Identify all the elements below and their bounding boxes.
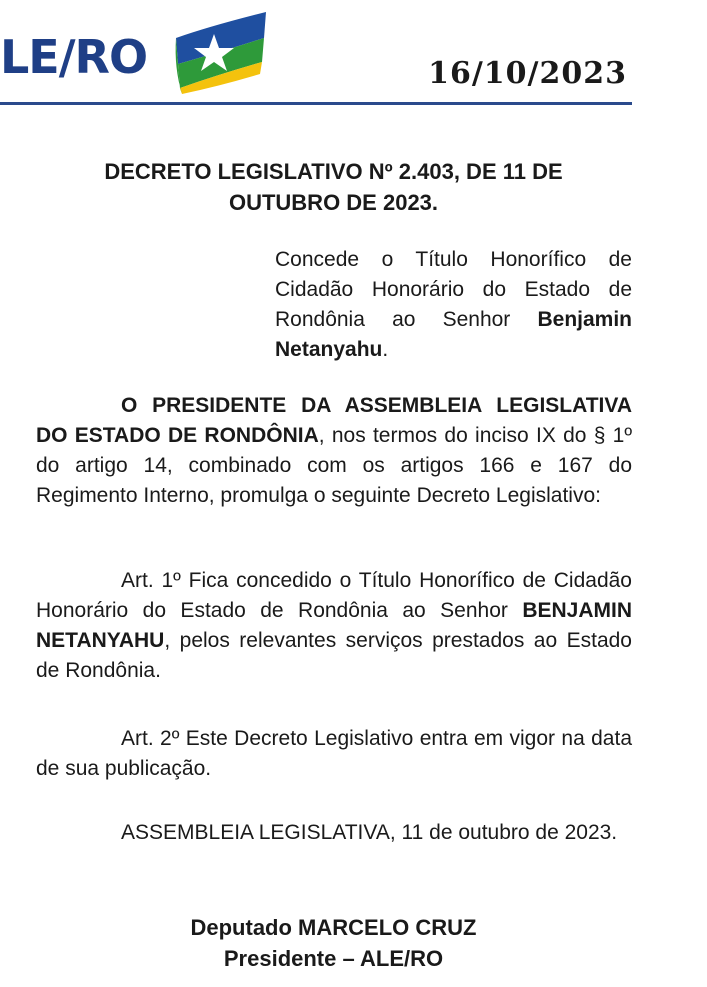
rondonia-flag-logo-icon: [170, 8, 270, 94]
article-1: [36, 566, 632, 686]
ementa: [275, 245, 632, 365]
preamble-text: , nos termos do inciso IX do § 1º do artigo 14, combinado com os artigos 166 e 167 do Regimento Interno, promulga o seguinte Decreto Legislativo:: [36, 424, 632, 507]
title-line-1: DECRETO LEGISLATIVO Nº 2.403, DE 11 DE: [104, 159, 563, 184]
closing-text: ASSEMBLEIA LEGISLATIVA, 11 de outubro de 2023.: [121, 821, 618, 844]
signature-block: [35, 912, 632, 974]
article-1-honoree-name: BENJAMIN NETANYAHU: [36, 599, 632, 652]
article-2-text: Art. 2º Este Decreto Legislativo entra em vigor na data de sua publicação.: [36, 727, 632, 780]
ementa-text: Concede o Título Honorífico de Cidadão Honorário do Estado de Rondônia ao Senhor: [275, 248, 632, 331]
closing-place-date: [36, 818, 632, 848]
preamble-paragraph: [36, 391, 632, 511]
ementa-honoree-name: Benjamin Netanyahu: [275, 308, 632, 361]
signature-role: Presidente – ALE/RO: [223, 946, 444, 971]
article-2: [36, 724, 632, 784]
article-1-text: Art. 1º Fica concedido o Título Honorífico de Cidadão Honorário do Estado de Rondônia ao Senhor: [36, 569, 632, 622]
letterhead: [0, 0, 707, 110]
signature-name: Deputado MARCELO CRUZ: [190, 915, 477, 940]
ementa-end: .: [382, 338, 389, 361]
header-divider: [0, 102, 632, 105]
document-title: [35, 156, 632, 218]
preamble-authority: O PRESIDENTE DA ASSEMBLEIA LEGISLATIVA DO ESTADO DE RONDÔNIA: [36, 394, 632, 447]
title-line-2: OUTUBRO DE 2023.: [228, 190, 439, 215]
article-1-end: , pelos relevantes serviços prestados ao Estado de Rondônia.: [36, 629, 632, 682]
logo-text: LE/RO: [0, 30, 148, 84]
header-date: 16/10/2023: [428, 56, 627, 91]
